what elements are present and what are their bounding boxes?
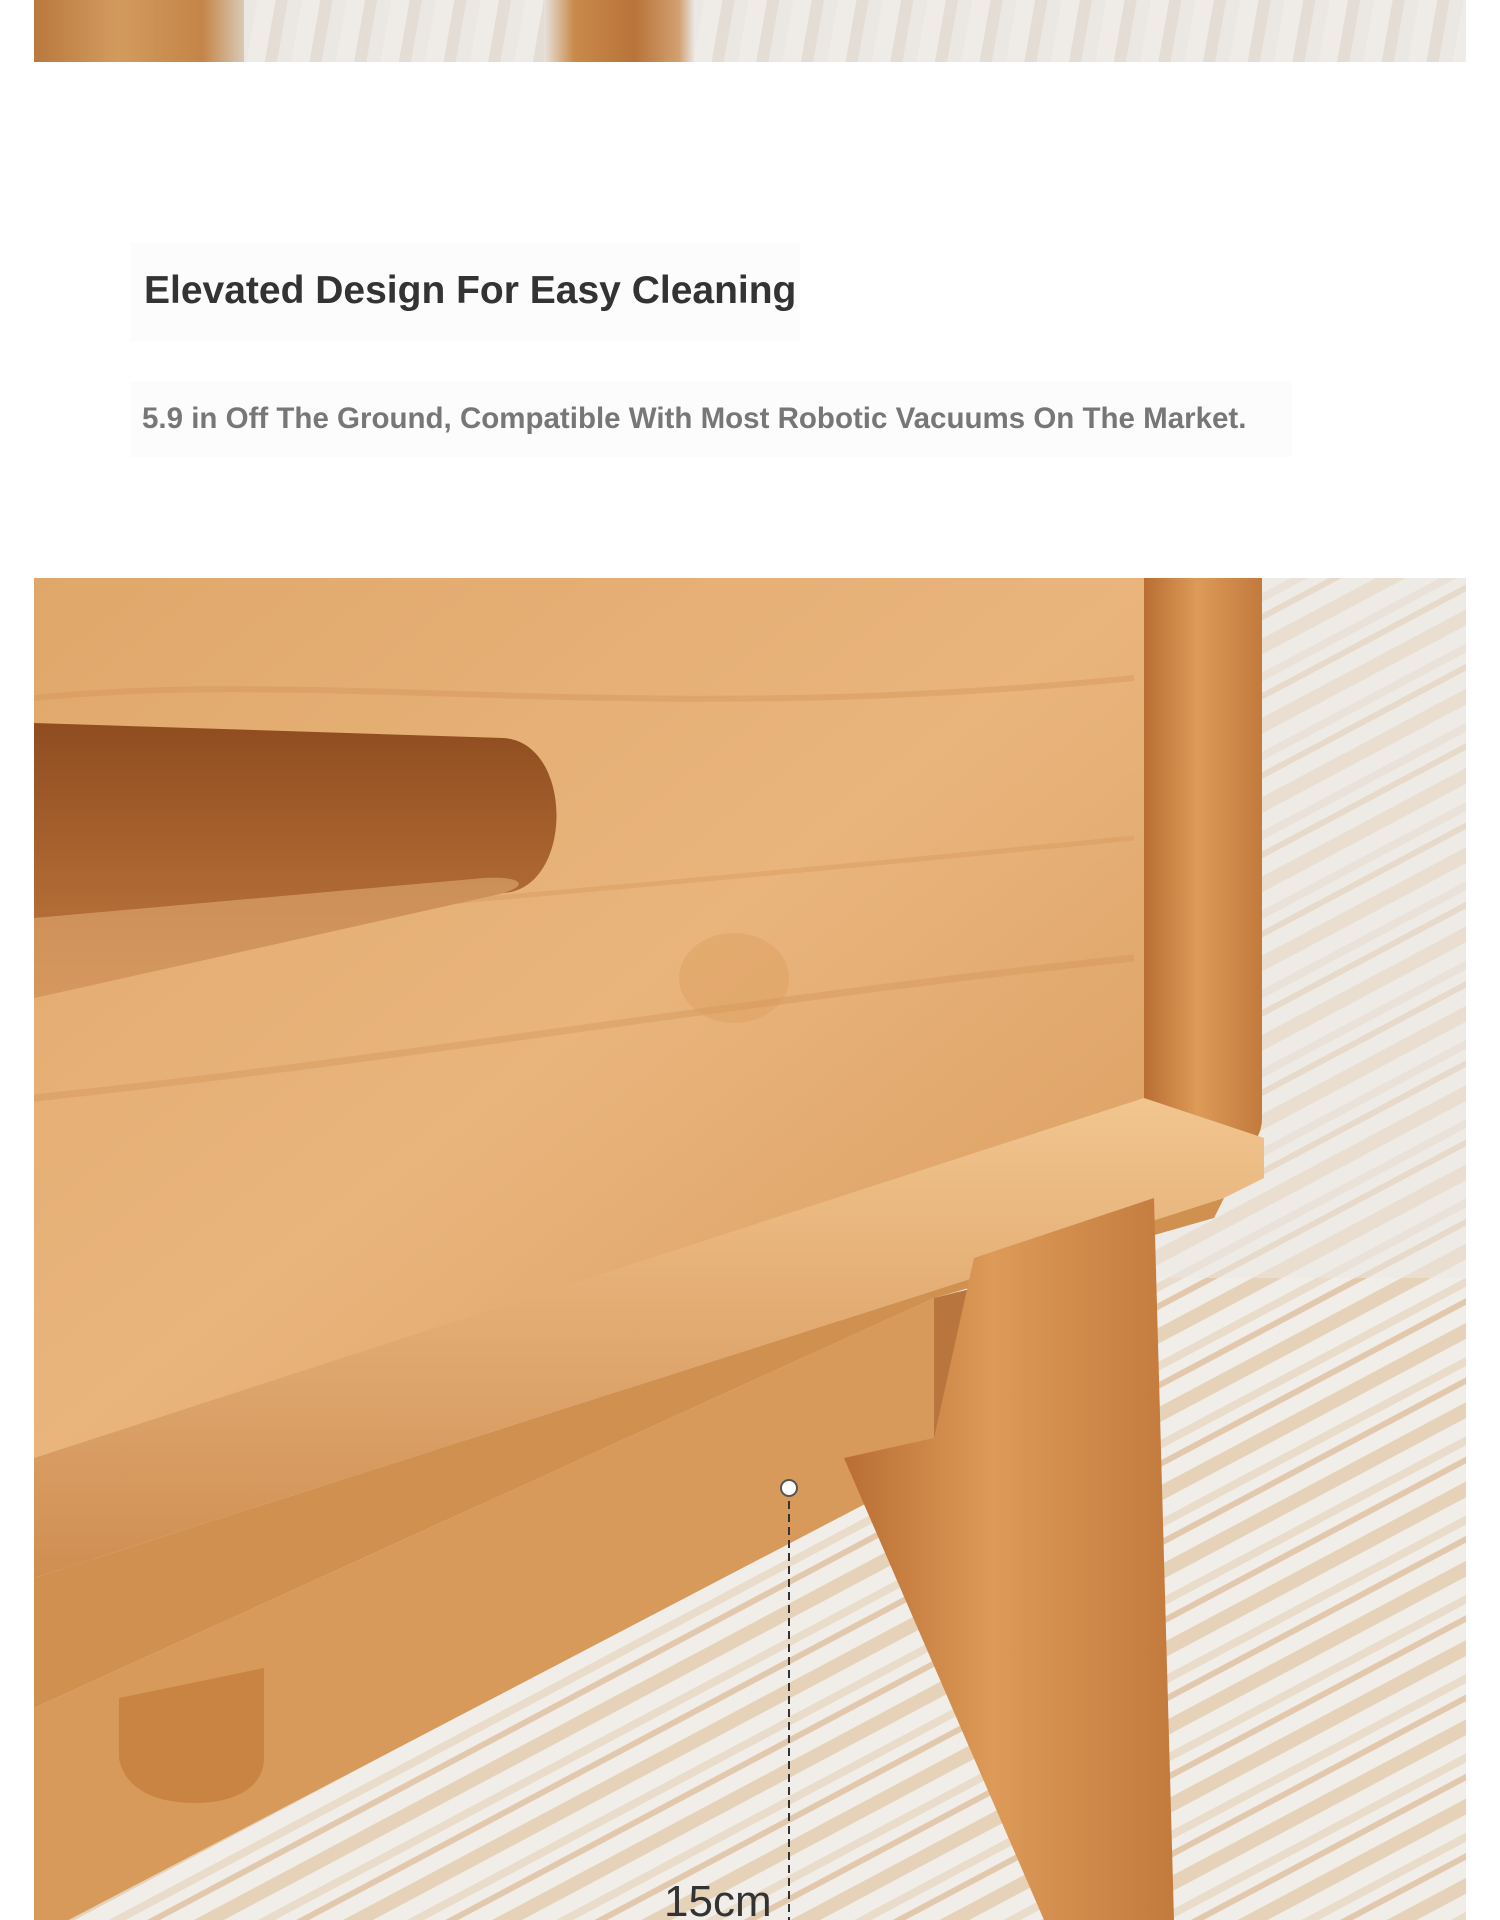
table-leg-right <box>544 0 694 62</box>
product-photo-top <box>34 0 1466 62</box>
table-leg-left <box>34 0 244 62</box>
section-subtitle: 5.9 in Off The Ground, Compatible With Most Robotic Vacuums On The Market. <box>130 382 1292 457</box>
product-photo-closeup <box>34 578 1466 1920</box>
section-title: Elevated Design For Easy Cleaning <box>130 243 800 342</box>
rug-background <box>34 0 1466 62</box>
measurement-label: 15cm <box>664 1877 772 1920</box>
